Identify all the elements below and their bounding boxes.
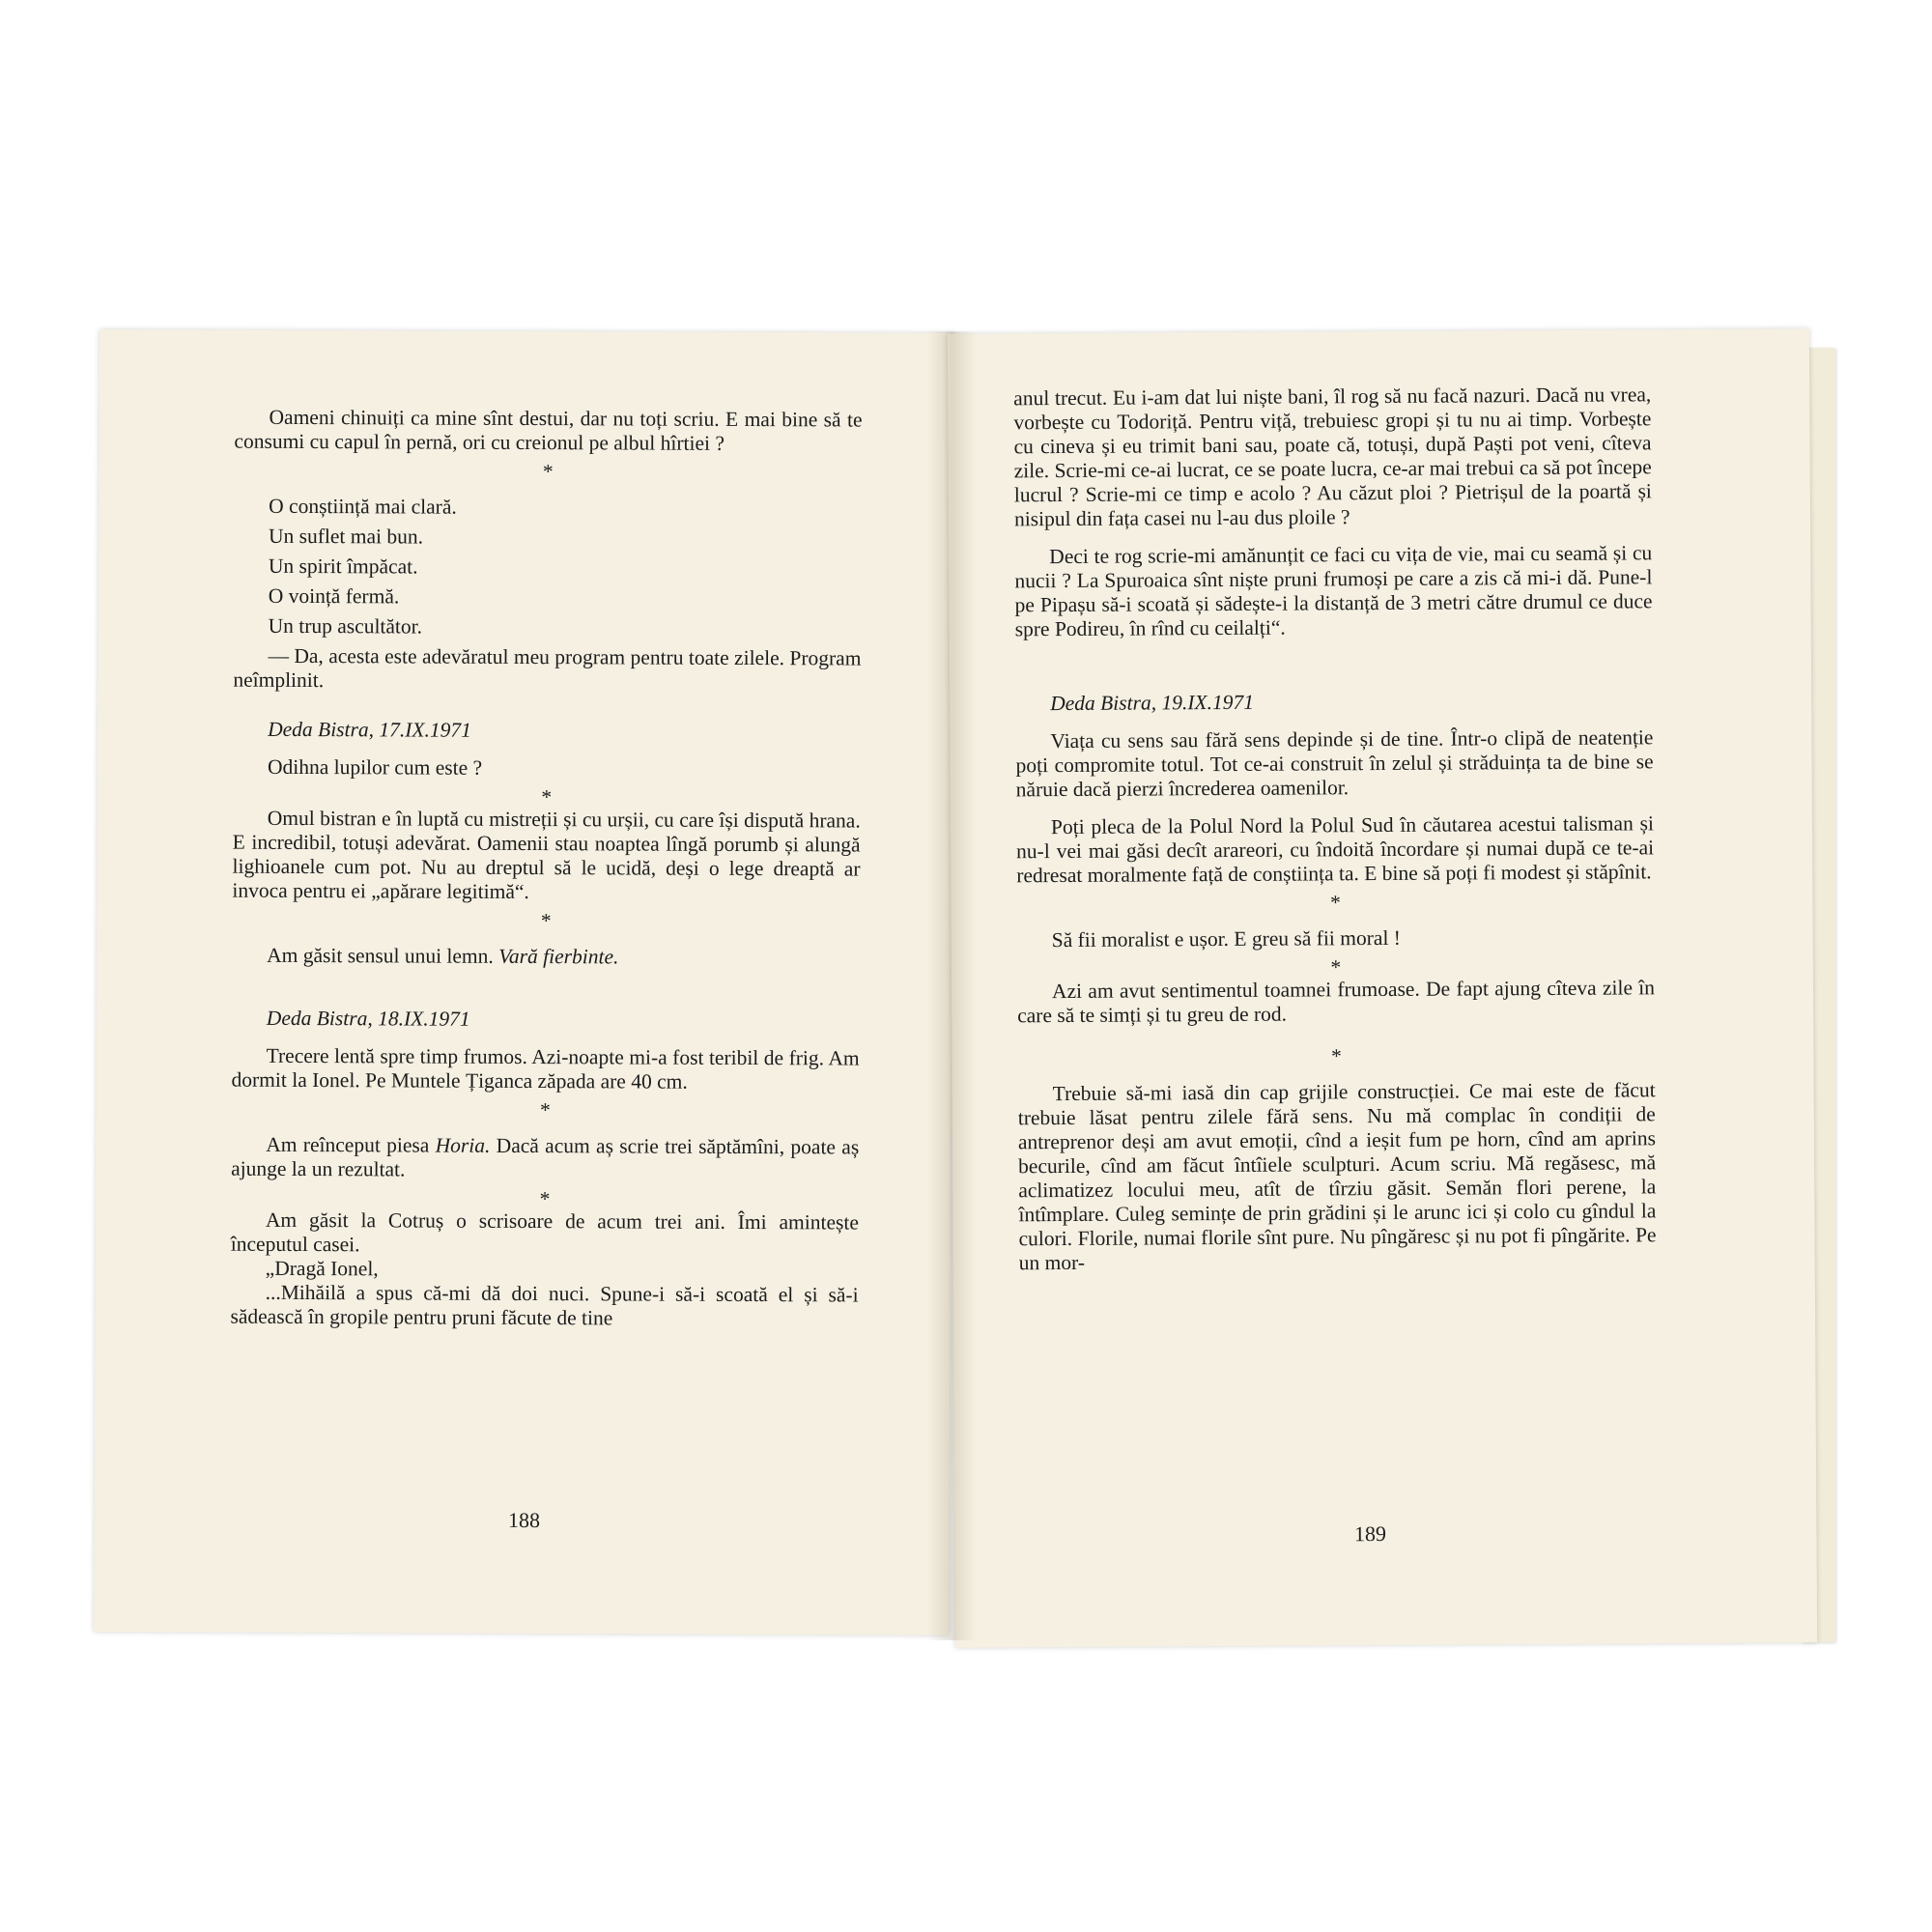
paragraph: Omul bistran e în luptă cu mistreții și cu urșii, cu care își dispută hrana. E incredibil, totuși adevărat. Oamenii stau noaptea lîngă porumb și alungă lighioanele cum pot. Nu au dreptul să le ucidă, deși o lege dreaptă ar invoca pentru ei „apărare legitimă“. [232, 806, 861, 904]
section-star: * [541, 785, 553, 810]
paragraph: anul trecut. Eu i-am dat lui niște bani, îl rog să nu facă nazuri. Dacă nu vrea, vorbește cu Todoriță. Pentru viță, trebuiesc gropi și tu nu ai timp. Vorbește cu cineva și eu trimit bani sau, poate că, totuși, după Paști pot veni, cîteva zile. Scrie-mi ce-ai lucrat, ce se poate lucra, ce-ar mai trebui ca să pot începe lucrul ? Scrie-mi ce timp e acolo ? Au căzut ploi ? Pietrișul de la poartă și nisipul din fața casei nu l-au dus ploile ? [1013, 383, 1652, 531]
section-star: * [542, 460, 554, 484]
verse-line: O conștiință mai clară. [269, 494, 457, 519]
paragraph: Deci te rog scrie-mi amănunțit ce faci cu vița de vie, mai cu seamă și cu nucii ? La Spuroaica sînt niște pruni frumoși pe care a zis că mi-i dă. Pune-l pe Pipașu să-i scoată și sădește-i la distanță de 3 metri către drumul ce duce spre Podireu, în rînd cu ceilalți“. [1014, 541, 1653, 641]
dateline: Deda Bistra, 18.IX.1971 [266, 1006, 470, 1031]
book-gutter [927, 331, 976, 1640]
verse-line: Un trup ascultător. [268, 613, 423, 639]
dateline: Deda Bistra, 19.IX.1971 [1050, 690, 1255, 716]
paragraph [232, 944, 860, 971]
italic-title: Horia. [435, 1133, 491, 1157]
verse-line: O voință fermă. [268, 583, 400, 609]
left-page [94, 329, 954, 1635]
paragraph: Am găsit la Cotruș o scrisoare de acum trei ani. Îmi amintește începutul casei. [230, 1208, 859, 1257]
verse-line: Un suflet mai bun. [268, 524, 424, 549]
page-number: 188 [508, 1507, 541, 1533]
paragraph [231, 1133, 859, 1184]
dateline: Deda Bistra, 17.IX.1971 [268, 717, 472, 742]
paragraph-text: Am găsit sensul unui lemn. [267, 943, 499, 968]
paragraph: „Dragă Ionel, [265, 1256, 379, 1281]
left-page-text [230, 406, 862, 1332]
paragraph: ...Mihăilă a spus că-mi dă doi nuci. Spune-i să-i scoată el și să-i sădească în gropile pentru pruni făcute de tine [230, 1280, 859, 1330]
paragraph: Poți pleca de la Polul Nord la Polul Sud în căutarea acestui talisman și nu-l vei mai găsi decît arareori, cu îndoită încordare și numai după ce te-ai redresat moralmente față de conștiința ta. E bine să poți fi modest și stăpînit. [1016, 811, 1655, 888]
page-number: 189 [1353, 1520, 1387, 1547]
paragraph: Odihna lupilor cum este ? [267, 754, 483, 780]
paragraph: Viața cu sens sau fără sens depinde și de tine. Într-o clipă de neatenție poți compromite totul. Tot ce-ai construit în zelul și străduința ta de bine se năruie dacă pierzi încrederea oamenilor. [1015, 725, 1654, 802]
paragraph-text: Am reînceput piesa [266, 1132, 436, 1157]
section-star: * [1330, 891, 1341, 915]
italic-title: Vară fierbinte. [498, 944, 619, 969]
right-page-text [1013, 383, 1657, 1275]
verse-line: Un spirit împăcat. [268, 554, 418, 579]
right-page [948, 328, 1817, 1647]
section-star: * [1330, 955, 1342, 980]
section-star: * [539, 1187, 551, 1211]
paragraph: Să fii moralist e ușor. E greu să fii moral ! [1051, 925, 1402, 952]
section-star: * [539, 1098, 551, 1122]
paragraph: — Da, acesta este adevăratul meu program pentru toate zilele. Program neîmplinit. [233, 643, 862, 693]
paragraph: Trecere lentă spre timp frumos. Azi-noapte mi-a fost teribil de frig. Am dormit la Ionel. Pe Muntele Țiganca zăpada are 40 cm. [231, 1043, 860, 1094]
section-star: * [540, 909, 552, 933]
paragraph: Trebuie să-mi iasă din cap grijile construcției. Ce mai este de făcut trebuie lăsat pentru zilele fără sens. Nu mă complac în condiții de antreprenor deși am avut emoții, cînd a ieșit fum pe horn, cînd am aprins becurile, cînd am făcut întîiele sculpturi. Acum scriu. Mă regăsesc, mă aclimatizez locului meu, atît de tîrziu găsit. Semăn flori perene, la întîmplare. Culeg semințe de prin grădini și le arunc ici și colo cu gîndul la culori. Florile, numai florile sînt pure. Nu pîngăresc și nu pot fi pîngărite. Pe un mor- [1017, 1078, 1657, 1275]
paragraph: Azi am avut sentimentul toamnei frumoase. De fapt ajung cîteva zile în care să te simți și tu greu de rod. [1017, 976, 1656, 1028]
section-star: * [1330, 1044, 1342, 1068]
paragraph: Oameni chinuiți ca mine sînt destui, dar nu toți scriu. E mai bine să te consumi cu capul în pernă, ori cu creionul pe albul hîrtiei ? [234, 405, 863, 455]
paragraph-text: Dacă acum aș scrie trei săptămîni, poate aș ajunge la un rezultat. [231, 1133, 860, 1181]
